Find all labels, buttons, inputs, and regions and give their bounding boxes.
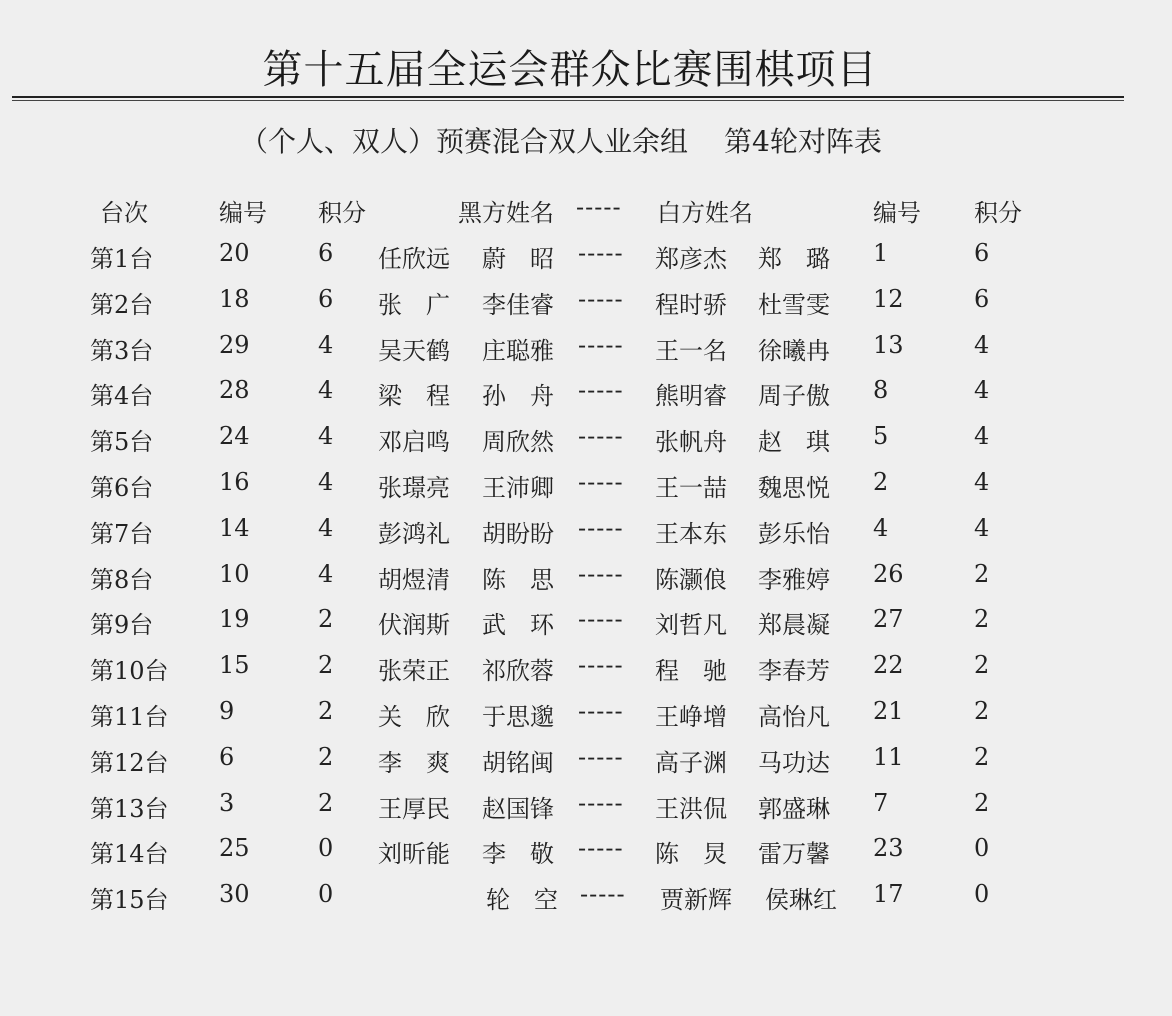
white-player-1: 郑彦杰 [655,245,727,273]
header-separator: ----- [576,193,622,221]
white-player-1: 熊明睿 [655,382,727,411]
black-player-2: 武 环 [482,611,554,640]
white-player-1: 王一名 [655,336,727,365]
white-points: 6 [974,284,990,313]
white-number: 8 [873,376,889,405]
black-points: 6 [318,284,334,313]
black-points: 4 [318,468,334,496]
white-player-2: 李春芳 [758,657,830,686]
table-number: 第15台 [90,886,169,915]
white-points: 6 [974,239,990,267]
black-number: 16 [219,468,250,496]
black-number: 6 [219,742,235,771]
black-player-2: 李佳睿 [482,290,554,319]
white-number: 26 [873,559,904,588]
black-player-1: 伏润斯 [378,611,450,640]
table-number: 第6台 [90,474,154,502]
table-number: 第12台 [90,748,169,777]
white-player-1: 陈灏俍 [655,565,727,594]
white-player-1: 王一喆 [655,474,727,502]
black-number: 24 [219,422,250,451]
white-number: 21 [873,697,904,725]
header-white-names: 白方姓名 [657,199,753,227]
header-points-black: 积分 [318,199,366,227]
black-points: 4 [318,330,334,359]
separator: ----- [578,513,624,542]
black-points: 0 [318,880,334,909]
white-player-1: 高子渊 [655,748,727,777]
white-player-2: 高怡凡 [758,703,830,731]
black-number: 28 [219,376,250,405]
white-number: 22 [873,651,904,680]
subtitle: （个人、双人）预赛混合双人业余组 [240,125,689,158]
table-number: 第11台 [90,703,169,731]
black-number: 3 [219,788,235,817]
black-player-1: 李 爽 [378,748,450,777]
table-number: 第13台 [90,794,169,823]
separator: ----- [578,468,624,496]
black-points: 0 [318,834,334,863]
table-number: 第3台 [90,336,154,365]
white-player-2: 郑晨凝 [758,611,830,640]
black-player-2: 胡盼盼 [482,519,554,548]
white-player-1: 王洪侃 [655,794,727,823]
black-player-2: 周欣然 [482,428,554,457]
black-points: 4 [318,513,334,542]
black-points: 2 [318,697,334,725]
header-black-names: 黑方姓名 [458,199,554,227]
white-points: 0 [974,880,990,909]
white-player-2: 马功达 [758,748,830,777]
black-points: 2 [318,605,334,634]
separator: ----- [578,788,624,817]
white-number: 5 [873,422,889,451]
black-player-1: 梁 程 [378,382,450,411]
black-player-1: 关 欣 [378,703,450,731]
white-points: 4 [974,513,990,542]
black-points: 2 [318,788,334,817]
white-number: 7 [873,788,889,817]
white-player-1: 陈 炅 [655,840,727,869]
white-player-2: 魏思悦 [758,474,830,502]
separator: ----- [578,651,624,680]
white-player-1: 贾新辉 [660,886,732,915]
black-player-1: 张璟亮 [378,474,450,502]
white-player-1: 王峥增 [655,703,727,731]
white-points: 4 [974,330,990,359]
white-points: 0 [974,834,990,863]
black-player-2: 李 敬 [482,840,554,869]
white-number: 11 [873,742,904,771]
black-player-1: 任欣远 [378,245,450,273]
white-number: 23 [873,834,904,863]
black-points: 4 [318,376,334,405]
black-number: 20 [219,239,250,267]
black-player-2: 胡铭闽 [482,748,554,777]
header-table-no: 台次 [100,199,148,227]
white-player-2: 郭盛琳 [758,794,830,823]
black-player-2: 于思邈 [482,703,554,731]
header-points-white: 积分 [974,199,1022,227]
separator: ----- [578,742,624,771]
white-player-2: 郑 璐 [758,245,830,273]
white-player-1: 程 驰 [655,657,727,686]
black-number: 14 [219,513,250,542]
table-number: 第2台 [90,290,154,319]
black-player-2: 赵国锋 [482,794,554,823]
black-player-1: 彭鸿礼 [378,519,450,548]
black-number: 15 [219,651,250,680]
white-points: 2 [974,651,990,680]
separator: ----- [578,559,624,588]
separator: ----- [578,284,624,313]
white-points: 2 [974,697,990,725]
header-number-white: 编号 [873,199,921,227]
table-number: 第14台 [90,840,169,869]
separator: ----- [578,376,624,405]
white-number: 4 [873,513,889,542]
black-player-2: 孙 舟 [482,382,554,411]
white-points: 2 [974,605,990,634]
separator: ----- [578,239,624,267]
white-number: 17 [873,880,904,909]
black-player-1: 胡煜清 [378,565,450,594]
separator: ----- [578,834,624,863]
white-number: 13 [873,330,904,359]
white-points: 2 [974,788,990,817]
title-divider [12,96,1124,98]
separator: ----- [578,422,624,451]
white-player-2: 杜雪雯 [758,290,830,319]
white-points: 4 [974,468,990,496]
black-player-1: 张荣正 [378,657,450,686]
table-number: 第9台 [90,611,154,640]
white-player-2: 赵 琪 [758,428,830,457]
black-player-1: 王厚民 [378,794,450,823]
white-number: 1 [873,239,889,267]
white-number: 27 [873,605,904,634]
white-player-2: 徐曦冉 [758,336,830,365]
table-number: 第1台 [90,245,154,273]
black-player-2: 蔚 昭 [482,245,554,273]
black-points: 4 [318,559,334,588]
black-player-2: 祁欣蓉 [482,657,554,686]
white-player-2: 李雅婷 [758,565,830,594]
table-number: 第8台 [90,565,154,594]
white-player-2: 周子傲 [758,382,830,411]
black-player-1: 刘昕能 [378,840,450,869]
table-number: 第5台 [90,428,154,457]
round-label: 第4轮对阵表 [724,125,882,158]
header-number-black: 编号 [219,199,267,227]
white-player-1: 王本东 [655,519,727,548]
black-number: 10 [219,559,250,588]
white-points: 4 [974,376,990,405]
black-player-1: 张 广 [378,290,450,319]
title-divider-thin [12,100,1124,101]
black-points: 2 [318,651,334,680]
white-number: 12 [873,284,904,313]
table-number: 第10台 [90,657,169,686]
separator: ----- [578,697,624,725]
black-number: 30 [219,880,250,909]
white-player-1: 程时骄 [655,290,727,319]
white-points: 2 [974,559,990,588]
white-player-2: 雷万馨 [758,840,830,869]
black-points: 4 [318,422,334,451]
white-points: 2 [974,742,990,771]
black-number: 9 [219,697,235,725]
white-player-1: 张帆舟 [655,428,727,457]
table-number: 第4台 [90,382,154,411]
black-points: 2 [318,742,334,771]
white-player-2: 侯琳红 [765,886,837,915]
black-number: 19 [219,605,250,634]
black-player-2: 轮 空 [486,886,558,915]
black-player-1: 吴天鹤 [378,336,450,365]
white-player-2: 彭乐怡 [758,519,830,548]
page-title: 第十五届全运会群众比赛围棋项目 [262,47,878,93]
white-number: 2 [873,468,889,496]
black-player-2: 陈 思 [482,565,554,594]
black-number: 18 [219,284,250,313]
subtitle-line [240,120,882,160]
black-points: 6 [318,239,334,267]
black-player-2: 王沛卿 [482,474,554,502]
separator: ----- [580,880,626,909]
white-points: 4 [974,422,990,451]
separator: ----- [578,605,624,634]
black-number: 29 [219,330,250,359]
separator: ----- [578,330,624,359]
black-player-2: 庄聪雅 [482,336,554,365]
white-player-1: 刘哲凡 [655,611,727,640]
black-player-1: 邓启鸣 [378,428,450,457]
black-number: 25 [219,834,250,863]
table-number: 第7台 [90,519,154,548]
